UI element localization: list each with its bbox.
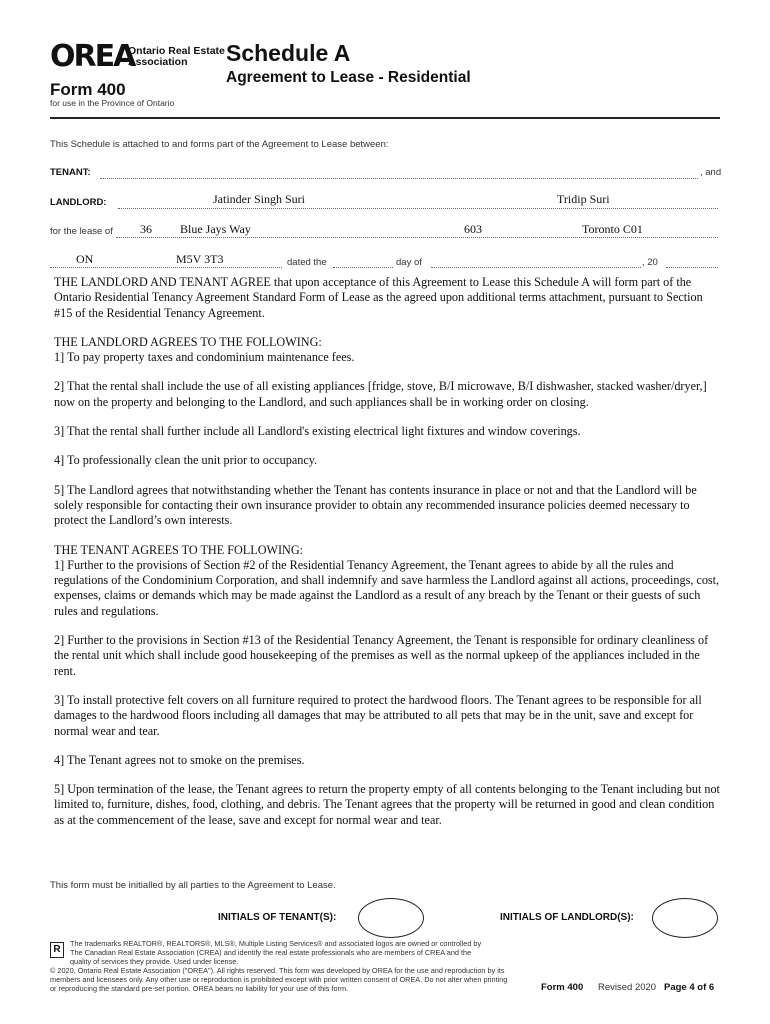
- logo-text-line-1: Ontario Real Estate: [128, 45, 225, 57]
- schedule-body: [54, 275, 724, 842]
- trademark-notice: The trademarks REALTOR®, REALTORS®, MLS®, Multiple Listing Services® and associated logos are owned or controlled by The Canadian Real Estate Association (CREA) and identify the real estate professionals who are members of CREA and the quality of services they provide. Used under license.: [70, 939, 482, 966]
- dated-the-label: dated the: [287, 257, 327, 268]
- month-line[interactable]: [431, 267, 641, 268]
- landlord-clause-2: 2] That the rental shall include the use of all existing appliances [fridge, stove, B/I microwave, B/I dishwasher, stacked washer/dryer,] now on the property and belonging to the Landlord, and such appliances shall be in working order on closing.: [54, 379, 707, 409]
- tenant-clause-2: 2] Further to the provisions in Section #13 of the Residential Tenancy Agreement, the Tenant is responsible for ordinary cleanliness of the rental unit which shall include good housekeeping of the premises as well as the normal upkeep of the appliances included in the rent.: [54, 633, 709, 678]
- initials-tenant-label: INITIALS OF TENANT(S):: [218, 912, 337, 923]
- tenant-clause-5: 5] Upon termination of the lease, the Tenant agrees to return the property empty of all contents belonging to the Tenant including but not limited to, furniture, dishes, food, clothing, and debris. The Tenant agrees that the property will be returned in good and clean condition as at the commencement of the lease, save and except for normal wear and tear.: [54, 782, 720, 827]
- tenant-initials-oval[interactable]: [358, 898, 424, 938]
- tenant-line[interactable]: [100, 178, 698, 179]
- schedule-subtitle: Agreement to Lease - Residential: [226, 69, 471, 86]
- initial-note: This form must be initialled by all parties to the Agreement to Lease.: [50, 880, 336, 891]
- initials-landlord-label: INITIALS OF LANDLORD(S):: [500, 912, 634, 923]
- footer-form-label: Form 400: [541, 982, 584, 993]
- province-value[interactable]: ON: [76, 252, 94, 266]
- address-line[interactable]: [116, 237, 718, 238]
- landlord-name-2[interactable]: Tridip Suri: [557, 192, 610, 206]
- year-prefix: , 20: [642, 257, 658, 268]
- intro-paragraph: THE LANDLORD AND TENANT AGREE that upon acceptance of this Agreement to Lease this Schedule A will form part of the Ontario Residential Tenancy Agreement Standard Form of Lease as the agreed upon additional terms attachment, pursuant to Section #15 of the Residential Tenancy Agreement.: [54, 275, 703, 320]
- landlord-clause-1: 1] To pay property taxes and condominium maintenance fees.: [54, 350, 355, 365]
- landlord-line[interactable]: [118, 208, 718, 209]
- province-postal-line[interactable]: [50, 267, 282, 268]
- landlord-label: LANDLORD:: [50, 197, 107, 208]
- orea-logo: OREA: [50, 39, 135, 74]
- landlord-clause-3: 3] That the rental shall further include all Landlord's existing electrical light fixtures and window coverings.: [54, 424, 581, 439]
- footer-revised: Revised 2020: [598, 982, 657, 993]
- schedule-title: Schedule A: [226, 40, 351, 66]
- tenant-label: TENANT:: [50, 167, 91, 178]
- copyright-notice: © 2020, Ontario Real Estate Association ("OREA"). All rights reserved. This form was developed by OREA for the use and reproduction by its members and licensees only. Any other use or reproduction is prohibited except with prior written consent of OREA. Do not alter when printing or reproducing the standard pre-set portion. OREA bears no liability for your use of this form.: [50, 966, 508, 993]
- city[interactable]: Toronto C01: [582, 222, 643, 236]
- tenant-heading: THE TENANT AGREES TO THE FOLLOWING:: [54, 542, 304, 557]
- street-number[interactable]: 36: [140, 222, 152, 236]
- landlord-name-1[interactable]: Jatinder Singh Suri: [213, 192, 305, 206]
- province-note: for use in the Province of Ontario: [50, 98, 175, 108]
- postal-code[interactable]: M5V 3T3: [176, 252, 224, 266]
- lease-of-label: for the lease of: [50, 226, 113, 237]
- tenant-clause-3: 3] To install protective felt covers on all furniture required to protect the hardwood floors. The Tenant agrees to be responsible for all damages to the hardwood floors including all damages that may be attributed to all pets that may be in the unit, save and except for normal wear and tear.: [54, 692, 702, 738]
- realtor-logo: R: [50, 942, 64, 958]
- tenant-clause-1: 1] Further to the provisions of Section #2 of the Residential Tenancy Agreement, the Tenant agrees to abide by all the rules and regulations of the Condominium Corporation, and shall indemnify and save harmless the Landlord against all actions, proceedings, cost, expenses, claims or demands which may be made against the Landlord as a result of any breach by the Tenant or their guests of such rules and regulations.: [54, 557, 720, 618]
- footer-page-number: Page 4 of 6: [664, 982, 715, 993]
- street-name[interactable]: Blue Jays Way: [180, 222, 251, 236]
- form-number: Form 400: [50, 80, 126, 99]
- header-divider: [50, 117, 720, 119]
- orea-logo-text: [128, 46, 225, 68]
- landlord-initials-oval[interactable]: [652, 898, 718, 938]
- year-line[interactable]: [666, 267, 718, 268]
- landlord-heading: THE LANDLORD AGREES TO THE FOLLOWING:: [54, 334, 322, 349]
- tenant-clause-4: 4] The Tenant agrees not to smoke on the premises.: [54, 752, 305, 767]
- and-text: , and: [700, 167, 722, 178]
- day-line[interactable]: [333, 267, 393, 268]
- unit-number[interactable]: 603: [464, 222, 482, 236]
- attached-statement: This Schedule is attached to and forms part of the Agreement to Lease between:: [50, 139, 389, 150]
- landlord-clause-4: 4] To professionally clean the unit prior to occupancy.: [54, 453, 318, 468]
- day-of-label: day of: [396, 257, 422, 268]
- logo-text-line-2: Association: [128, 56, 188, 68]
- landlord-clause-5: 5] The Landlord agrees that notwithstanding whether the Tenant has contents insurance in place or not and that the Landlord will be solely responsible for contacting their own insurance provider to obtain any recommended insurance policies deemed necessary to protect the Landlord’s own interests.: [54, 482, 697, 528]
